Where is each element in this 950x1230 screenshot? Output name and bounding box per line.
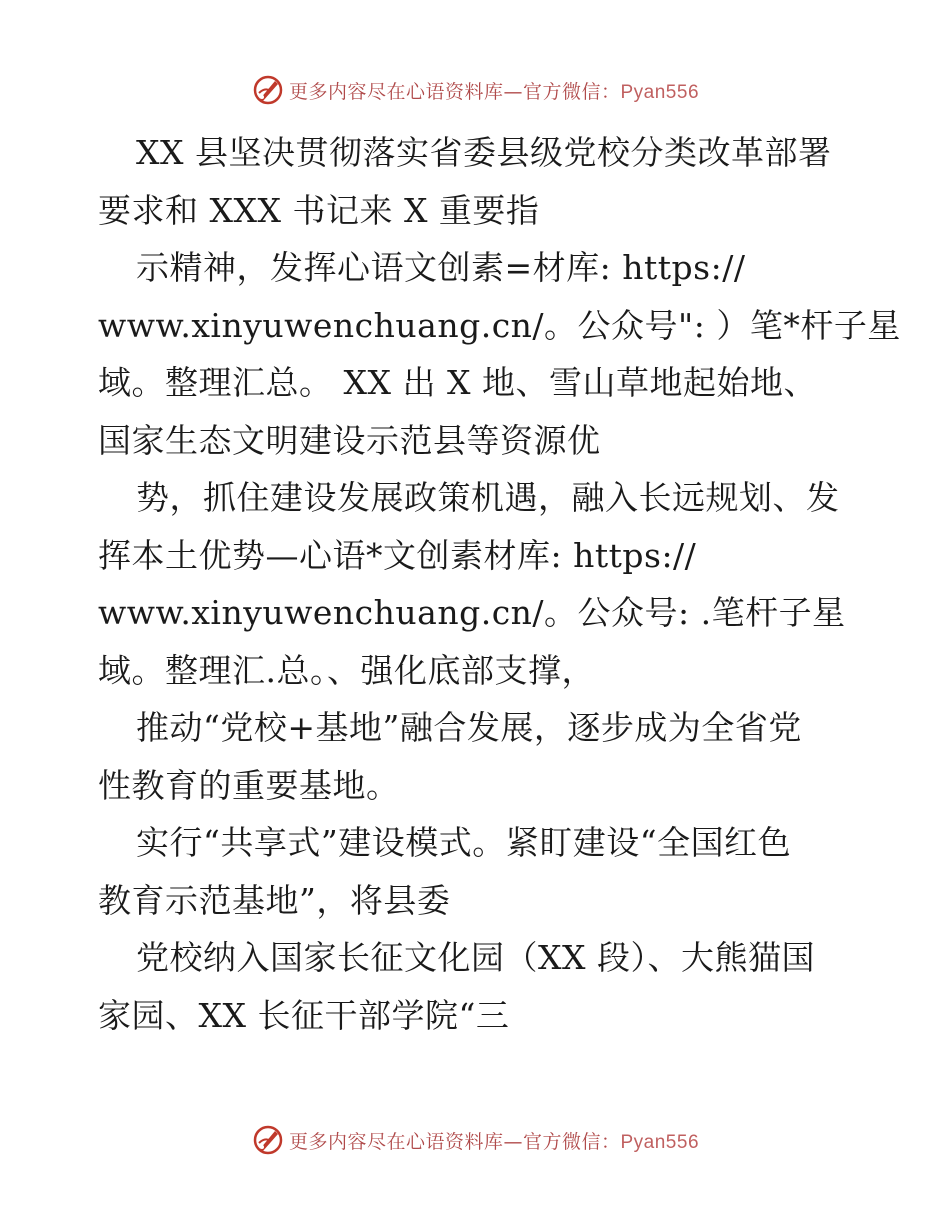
body-text-line: 国家生态文明建设示范县等资源优 xyxy=(98,420,601,460)
body-text-line: 域。整理汇总。 XX 出 X 地、雪山草地起始地、 xyxy=(98,363,817,402)
footer-banner xyxy=(0,1120,950,1160)
header-banner-text: 更多内容尽在心语资料库—官方微信：Pyan556 xyxy=(288,80,700,103)
body-text-line: 推动“党校+基地”融合发展，逐步成为全省党 xyxy=(136,708,802,747)
body-text-line: 家园、XX 长征干部学院“三 xyxy=(98,995,510,1035)
header-banner xyxy=(0,70,950,110)
footer-banner-account: Pyan556 xyxy=(620,1131,700,1153)
quill-pen-seal-icon xyxy=(251,1123,285,1157)
footer-banner-text: 更多内容尽在心语资料库—官方微信：Pyan556 xyxy=(288,1130,700,1153)
header-banner-account: Pyan556 xyxy=(620,81,700,103)
body-text-line: www.xinyuwenchuang.cn/。公众号": ）笔*杆子星 xyxy=(98,305,901,345)
body-text-line: 教育示范基地”，将县委 xyxy=(98,880,451,920)
quill-pen-seal-icon xyxy=(251,73,285,107)
body-text-line: www.xinyuwenchuang.cn/。公众号: .笔杆子星 xyxy=(98,593,846,632)
body-text-line: 域。整理汇.总。、强化底部支撑， xyxy=(98,650,595,690)
body-text-line: 实行“共享式”建设模式。紧盯建设“全国红色 xyxy=(136,823,792,862)
body-text-line: 示精神，发挥心语文创素=材库: https:// xyxy=(136,248,746,287)
body-text-line: 要求和 XXX 书记来 X 重要指 xyxy=(98,190,540,230)
body-text-line: 性教育的重要基地。 xyxy=(98,765,400,805)
body-text-line: 挥本土优势—心语*文创素材库: https:// xyxy=(98,535,697,575)
body-text-line: XX 县坚决贯彻落实省委县级党校分类改革部署 xyxy=(136,133,832,172)
document-body xyxy=(98,124,901,1044)
body-text-line: 党校纳入国家长征文化园（XX 段）、大熊猫国 xyxy=(136,938,815,977)
body-text-line: 势，抓住建设发展政策机遇，融入长远规划、发 xyxy=(136,478,840,517)
